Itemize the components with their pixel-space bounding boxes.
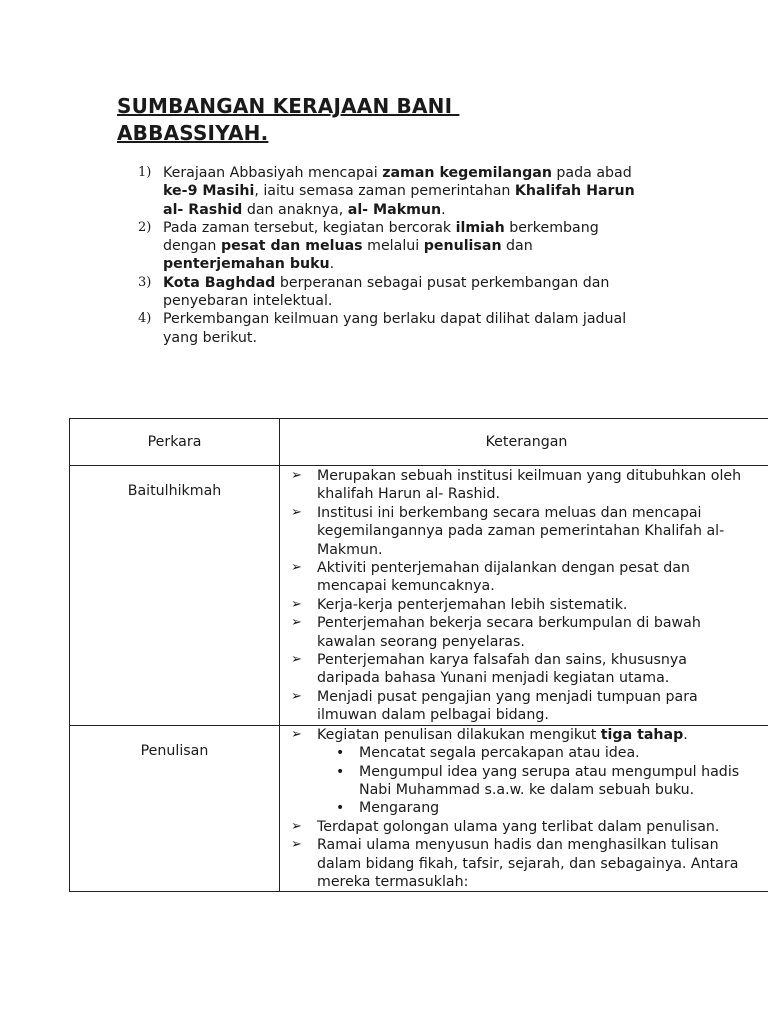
text-span: pada abad xyxy=(551,165,632,181)
text-span: Perkembangan keilmuan yang berlaku dapat dilihat dalam jadual yang berikut. xyxy=(163,311,627,346)
item-number: 1) xyxy=(138,165,152,180)
text-span: Pada zaman tersebut, kegiatan bercorak xyxy=(163,219,456,236)
description-item xyxy=(291,504,753,559)
arrow-bullet-icon: ➢ xyxy=(291,652,302,668)
table-header-row xyxy=(70,419,768,466)
bold-text: ilmiah xyxy=(455,219,505,236)
intro-item xyxy=(138,310,638,347)
text-span: Menjadi pusat pengajian yang menjadi tumpuan para ilmuwan dalam pelbagai bidang. xyxy=(317,688,698,724)
description-item xyxy=(291,596,753,614)
description-item xyxy=(291,559,753,596)
title-line-1: SUMBANGAN KERAJAAN BANI xyxy=(117,94,460,118)
text-span: . xyxy=(329,256,335,273)
sub-list xyxy=(334,744,753,818)
text-span: Institusi ini berkembang secara meluas dan mencapai kegemilangannya pada zaman pemerintahan Khalifah al- Makmun. xyxy=(317,504,725,558)
bold-text: al- Makmun xyxy=(347,201,442,218)
arrow-bullet-icon: ➢ xyxy=(291,596,302,612)
description-item xyxy=(291,614,753,651)
text-span: melalui xyxy=(362,238,424,255)
row-label: Penulisan xyxy=(70,725,280,892)
info-table xyxy=(69,418,768,892)
arrow-bullet-icon: ➢ xyxy=(291,468,302,483)
text-span: Terdapat golongan ulama yang terlibat dalam penulisan. xyxy=(317,818,720,835)
arrow-bullet-icon: ➢ xyxy=(291,615,302,631)
sub-item xyxy=(334,763,753,800)
bold-text: Kota Baghdad xyxy=(163,274,276,291)
title-line-2: ABBASSIYAH. xyxy=(117,121,269,145)
sub-item xyxy=(334,799,753,817)
intro-list xyxy=(138,164,638,347)
arrow-bullet-icon: ➢ xyxy=(291,504,302,520)
row-label: Baitulhikmah xyxy=(70,466,280,726)
text-span: berperanan sebagai pusat perkembangan dan penyebaran intelektual. xyxy=(163,274,610,310)
header-keterangan: Keterangan xyxy=(280,419,768,466)
row-description xyxy=(280,466,768,726)
text-span: Ramai ulama menyusun hadis dan menghasilkan tulisan dalam bidang fikah, tafsir, sejarah, dan sebagainya. Antara mereka termasuklah: xyxy=(317,837,739,890)
sub-item-text: Mengarang xyxy=(359,800,440,817)
text-span: Kerja-kerja penterjemahan lebih sistematik. xyxy=(317,596,628,613)
text-span: Kerajaan Abbasiyah mencapai xyxy=(163,165,383,181)
bold-text: tiga tahap xyxy=(600,726,684,743)
description-item xyxy=(291,651,753,688)
bold-text: zaman kegemilangan xyxy=(382,165,552,181)
description-item xyxy=(291,726,753,818)
description-list xyxy=(280,726,768,892)
table-row xyxy=(70,725,768,892)
description-item xyxy=(291,836,753,891)
header-perkara: Perkara xyxy=(70,419,280,466)
arrow-bullet-icon: ➢ xyxy=(291,688,302,704)
table-row xyxy=(70,466,768,726)
page-title xyxy=(117,93,459,147)
item-number: 2) xyxy=(138,219,152,235)
intro-item xyxy=(138,219,638,274)
item-number: 3) xyxy=(138,274,152,290)
description-list xyxy=(280,467,768,725)
arrow-bullet-icon: ➢ xyxy=(291,818,302,834)
sub-item xyxy=(334,744,753,762)
sub-item-text: Mencatat segala percakapan atau idea. xyxy=(359,745,640,762)
bold-text: penulisan xyxy=(423,238,502,255)
text-span: Penterjemahan karya falsafah dan sains, khususnya daripada bahasa Yunani menjadi kegiatan utama. xyxy=(317,652,687,687)
text-span: Aktiviti penterjemahan dijalankan dengan pesat dan mencapai kemuncaknya. xyxy=(317,560,690,595)
intro-item xyxy=(138,164,638,219)
arrow-bullet-icon: ➢ xyxy=(291,560,302,576)
row-description xyxy=(280,725,768,892)
text-span: dan anaknya, xyxy=(242,201,348,218)
dot-bullet-icon: • xyxy=(336,763,345,780)
bold-text: Khalifah Harun al- Rashid xyxy=(163,183,635,218)
text-span: Merupakan sebuah institusi keilmuan yang ditubuhkan oleh khalifah Harun al- Rashid. xyxy=(317,468,742,503)
arrow-bullet-icon: ➢ xyxy=(291,726,302,742)
sub-item-text: Mengumpul idea yang serupa atau mengumpul hadis Nabi Muhammad s.a.w. ke dalam sebuah buku. xyxy=(359,763,740,798)
description-item xyxy=(291,467,753,504)
intro-item xyxy=(138,274,638,311)
text-span: berkembang dengan xyxy=(163,219,599,255)
text-span: , iaitu semasa zaman pemerintahan xyxy=(254,183,515,200)
text-span: Kegiatan penulisan dilakukan mengikut xyxy=(317,726,601,743)
description-item xyxy=(291,688,753,725)
item-number: 4) xyxy=(138,311,152,327)
text-span: . xyxy=(441,201,446,218)
arrow-bullet-icon: ➢ xyxy=(291,837,302,853)
text-span: . xyxy=(683,726,688,743)
description-item xyxy=(291,818,753,836)
dot-bullet-icon: • xyxy=(336,745,345,762)
bold-text: ke-9 Masihi xyxy=(163,183,255,200)
text-span: dan xyxy=(501,238,533,255)
text-span: Penterjemahan bekerja secara berkumpulan di bawah kawalan seorang penyelaras. xyxy=(317,615,701,650)
dot-bullet-icon: • xyxy=(336,800,345,817)
bold-text: penterjemahan buku xyxy=(163,256,330,273)
bold-text: pesat dan meluas xyxy=(220,238,363,255)
